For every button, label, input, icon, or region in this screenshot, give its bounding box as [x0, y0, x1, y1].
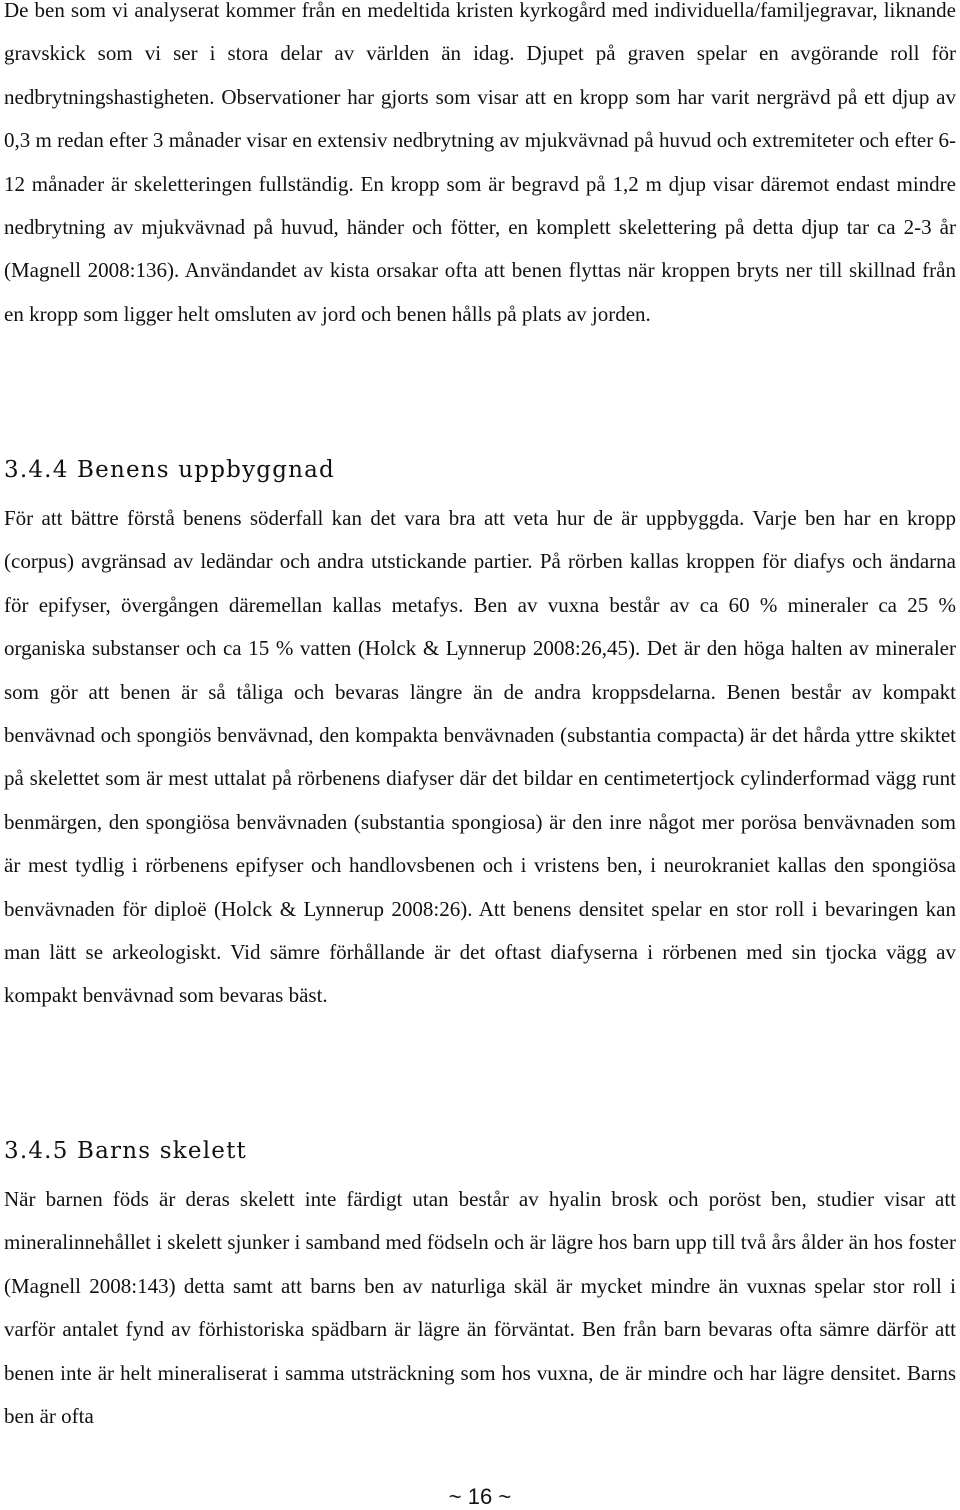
section-heading-bone-structure: 3.4.4 Benens uppbyggnad: [4, 457, 335, 483]
body-paragraph-child-skeleton: När barnen föds är deras skelett inte färdigt utan består av hyalin brosk och poröst ben, studier visar att mineralinnehållet i skelett sjunker i samband med födseln och är lägre hos barn upp till två års ålder än hos foster (Magnell 2008:143) detta samt att barns ben av naturliga skäl är mycket mindre än vuxnas spelar stor roll i varför antalet fynd av förhistoriska spädbarn är lägre än förväntat. Ben från barn bevaras ofta sämre därför att benen inte är helt mineraliserat i samma utsträckning som hos vuxna, de är mindre och har lägre densitet. Barns ben är ofta: [4, 1187, 956, 1429]
page-number: ~ 16 ~: [448, 1484, 512, 1509]
document-page: [4, 0, 956, 1509]
body-paragraph-burial-depth: De ben som vi analyserat kommer från en medeltida kristen kyrkogård med individuella/familjegravar, liknande gravskick som vi ser i stora delar av världen än idag. Djupet på graven spelar en avgörande roll för nedbrytningshastigheten. Observationer har gjorts som visar att en kropp som har varit nergrävd på ett djup av 0,3 m redan efter 3 månader visar en extensiv nedbrytning av mjukvävnad på huvud och extremiteter och efter 6-12 månader är skeletteringen fullständig. En kropp som är begravd på 1,2 m djup visar däremot endast mindre nedbrytning av mjukvävnad på huvud, händer och fötter, en komplett skelettering på detta djup tar ca 2-3 år (Magnell 2008:136). Användandet av kista orsakar ofta att benen flyttas när kroppen bryts ner till skillnad från en kropp som ligger helt omsluten av jord och benen hålls på plats av jorden.: [4, 0, 956, 326]
section-heading-child-skeleton: 3.4.5 Barns skelett: [4, 1138, 247, 1164]
body-paragraph-bone-structure: För att bättre förstå benens söderfall kan det vara bra att veta hur de är uppbyggda. Varje ben har en kropp (corpus) avgränsad av ledändar och andra utstickande partier. På rörben kallas kroppen för diafys och ändarna för epifyser, övergången däremellan kallas metafys. Ben av vuxna består av ca 60 % mineraler ca 25 % organiska substanser och ca 15 % vatten (Holck & Lynnerup 2008:26,45). Det är den höga halten av mineraler som gör att benen är så tåliga och bevaras längre än de andra kroppsdelarna. Benen består av kompakt benvävnad och spongiös benvävnad, den kompakta benvävnaden (substantia compacta) är det hårda yttre skiktet på skelettet som är mest uttalat på rörbenens diafyser där det bildar en centimetertjock cylinderformad vägg runt benmärgen, den spongiösa benvävnaden (substantia spongiosa) är den inre något mer porösa benvävnaden som är mest tydlig i rörbenens epifyser och handlovsbenen och i vristens ben, i neurokraniet kallas den spongiösa benvävnaden för diploë (Holck & Lynnerup 2008:26). Att benens densitet spelar en stor roll i bevaringen kan man lätt se arkeologiskt. Vid sämre förhållande är det oftast diafyserna i rörbenen med sin tjocka vägg av kompakt benvävnad som bevaras bäst.: [4, 506, 956, 1008]
